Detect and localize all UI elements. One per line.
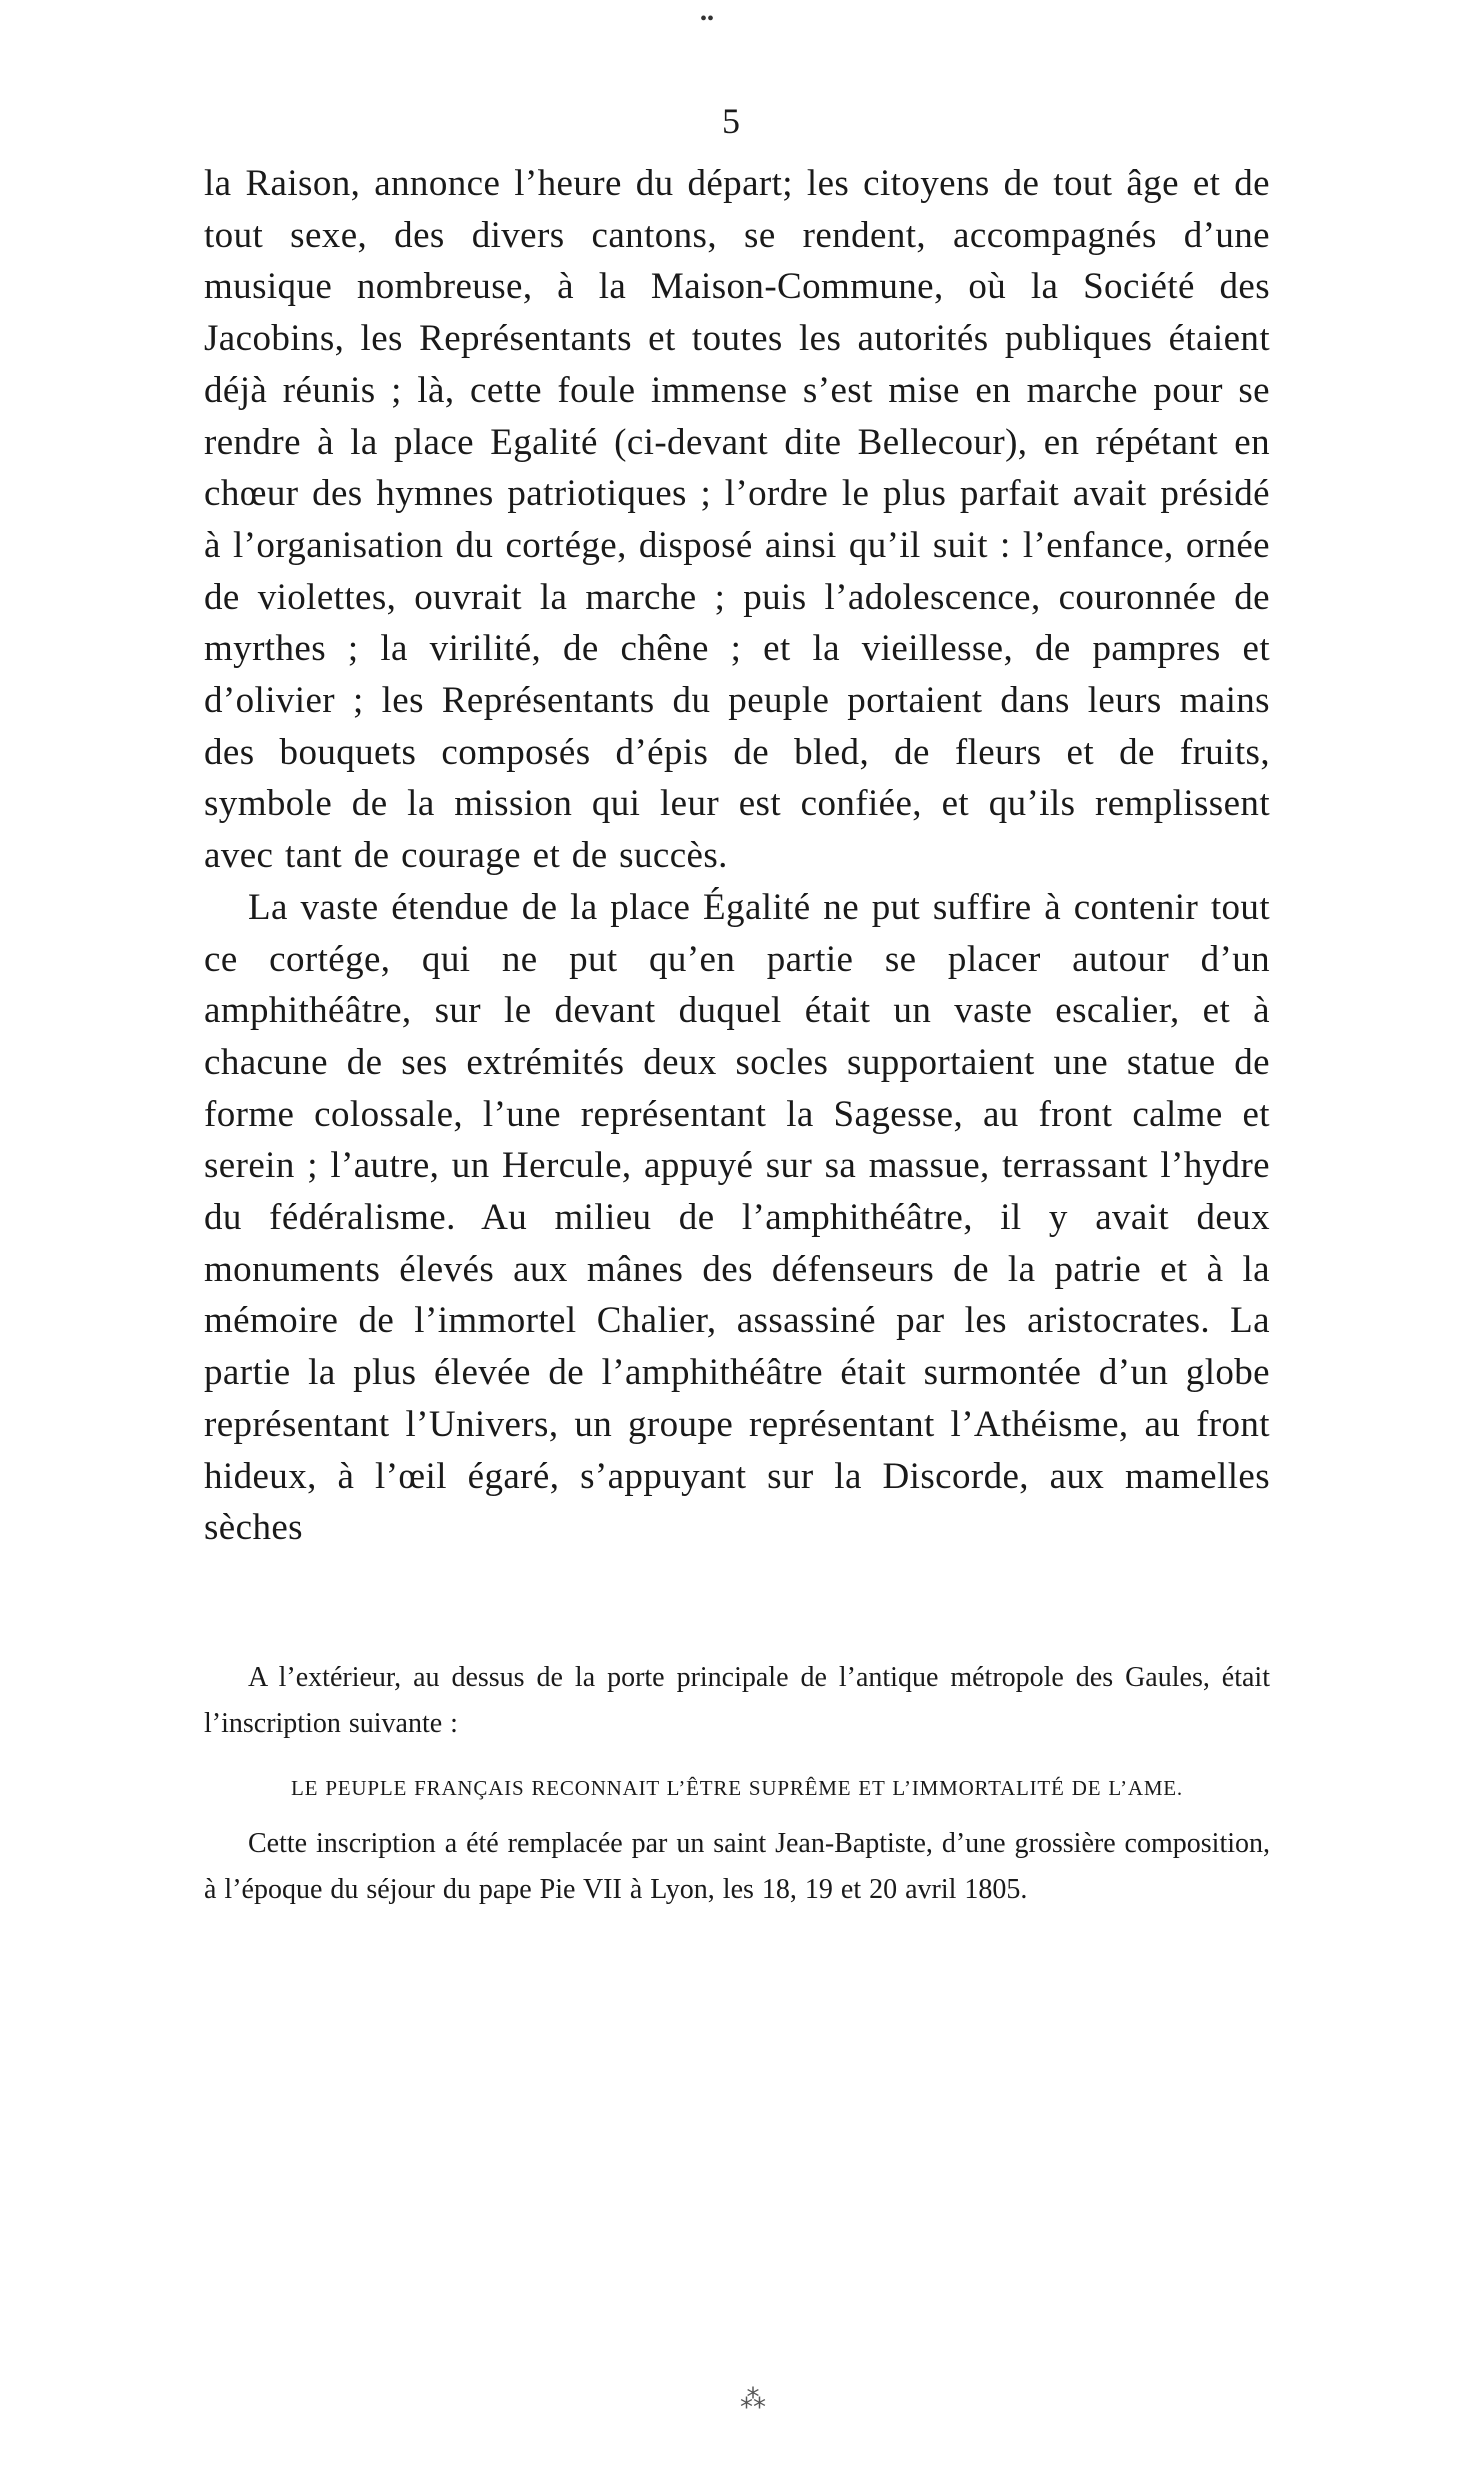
paragraph-2: La vaste étendue de la place Égalité ne put suffire à contenir tout ce cortége, qui ne put qu’en partie se placer autour d’un amphithéâtre, sur le devant duquel était un vaste escalier, et à chacune de ses extrémités deux socles supportaient une statue de forme colossale, l’une représentant la Sagesse, au front calme et serein ; l’autre, un Hercule, appuyé sur sa massue, terrassant l’hydre du fédéralisme. Au milieu de l’amphithéâtre, il y avait deux monuments élevés aux mânes des défenseurs de la patrie et à la mémoire de l’immortel Chalier, assassiné par les aristocrates. La partie la plus élevée de l’amphithéâtre était surmontée d’un globe représentant l’Univers, un groupe représentant l’Athéisme, au front hideux, à l’œil égaré, s’appuyant sur la Discorde, aux mamelles sèches [204, 886, 1270, 1549]
paragraph-1: la Raison, annonce l’heure du départ; les citoyens de tout âge et de tout sexe, des divers cantons, se rendent, accompagnés d’une musique nombreuse, à la Maison-Commune, où la Société des Jacobins, les Représentants et toutes les autorités publiques étaient déjà réunis ; là, cette foule immense s’est mise en marche pour se rendre à la place Egalité (ci-devant dite Bellecour), en répétant en chœur des hymnes patriotiques ; l’ordre le plus parfait avait présidé à l’organisation du cortége, disposé ainsi qu’il suit : l’enfance, ornée de violettes, ouvrait la marche ; puis l’adolescence, couronnée de myrthes ; la virilité, de chêne ; et la vieillesse, de pampres et d’olivier ; les Représentants du peuple portaient dans leurs mains des bouquets composés d’épis de bled, de fleurs et de fruits, symbole de la mission qui leur est confiée, et qu’ils remplissent avec tant de courage et de succès. [204, 163, 1270, 877]
footnotes [204, 1655, 1270, 1913]
footnote-note: Cette inscription a été remplacée par un saint Jean-Baptiste, d’une grossière composition, à l’époque du séjour du pape Pie VII à Lyon, les 18, 19 et 20 avril 1805. [204, 1828, 1270, 1905]
footnote-intro: A l’extérieur, au dessus de la porte principale de l’antique métropole des Gaules, était l’inscription suivante : [204, 1662, 1270, 1739]
main-text [204, 158, 1270, 1554]
bottom-printer-mark: ⁂ [740, 2385, 766, 2414]
page-number: 5 [722, 101, 740, 141]
footnote-inscription: LE PEUPLE FRANÇAIS RECONNAIT L’ÊTRE SUPRÊME ET L’IMMORTALITÉ DE L’AME. [291, 1776, 1183, 1800]
top-printer-mark: •• [700, 8, 715, 30]
